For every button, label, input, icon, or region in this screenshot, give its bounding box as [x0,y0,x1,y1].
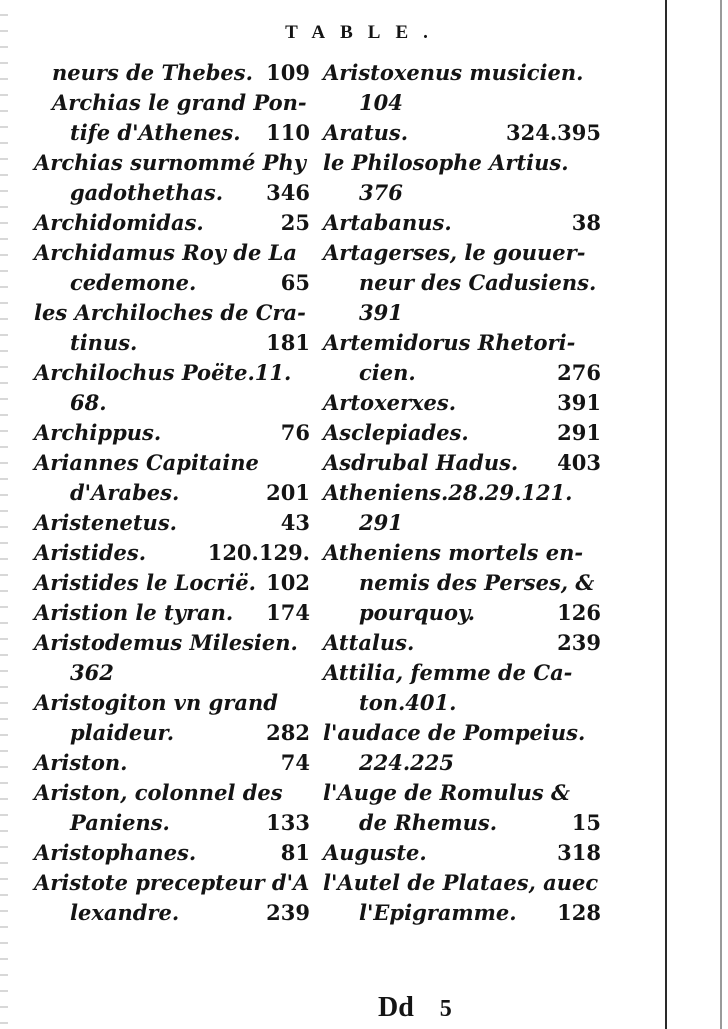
index-page-number: 181 [266,330,310,355]
index-entry-line [323,838,601,868]
index-entry-text: l'audace de Pompeius. [323,720,586,745]
index-page-number: 128 [557,900,601,925]
index-entry-line [34,448,310,478]
index-entry-text: 376 [359,180,403,205]
index-entry-text: Ariannes Capitaine [34,450,259,475]
index-entry-text: Artagerses, le gouuer- [323,240,586,265]
index-entry-line [323,268,601,298]
index-entry-text: gadothethas. [70,180,224,205]
index-page-number: 38 [571,210,601,235]
index-entry-text: Artabanus. [323,210,452,235]
index-page-number: 110 [266,120,310,145]
index-entry-line [323,448,601,478]
index-entry-text: Ariston, colonnel des [34,780,283,805]
index-entry-line [323,808,601,838]
index-entry-text: Aristion le tyran. [34,600,234,625]
index-entry-line [323,298,601,328]
index-entry-line [34,538,310,568]
index-entry-text: Aristote precepteur d'A [34,870,310,895]
index-entry-line [323,208,601,238]
index-entry-text: 291 [359,510,403,535]
index-entry-line [34,748,310,778]
index-page-number: 65 [280,270,310,295]
index-entry-line [34,898,310,928]
index-page-number: 239 [557,630,601,655]
index-entry-line [34,838,310,868]
index-entry-line [34,268,310,298]
index-entry-line [34,628,310,658]
index-entry-line [34,208,310,238]
index-entry-text: neur des Cadusiens. [359,270,597,295]
index-entry-text: Atheniens mortels en- [323,540,584,565]
index-entry-line [34,508,310,538]
index-entry-text: Asdrubal Hadus. [323,450,519,475]
gutter-rule [665,0,667,1029]
index-entry-text: l'Auge de Romulus & [323,780,570,805]
index-entry-line [34,598,310,628]
index-entry-text: Aristides le Locrië. [34,570,256,595]
page-left-edge [0,0,8,1029]
index-entry-text: Auguste. [323,840,427,865]
index-entry-line [34,88,310,118]
index-entry-line [34,658,310,688]
index-entry-line [323,718,601,748]
index-entry-line [323,778,601,808]
index-entry-line [34,118,310,148]
index-entry-text: les Archiloches de Cra- [34,300,306,325]
index-entry-line [323,508,601,538]
index-page-number: 120.129. [207,540,310,565]
index-entry-text: Archias le grand Pon- [52,90,307,115]
index-entry-line [34,328,310,358]
index-page-number: 346 [266,180,310,205]
index-entry-text: Archidomidas. [34,210,204,235]
index-entry-text: Archippus. [34,420,162,445]
index-entry-text: lexandre. [70,900,180,925]
index-entry-text: Attilia, femme de Ca- [323,660,573,685]
index-entry-line [34,688,310,718]
index-entry-line [34,478,310,508]
index-entry-line [34,178,310,208]
index-page-number: 74 [280,750,310,775]
index-entry-line [323,388,601,418]
index-page-number: 76 [280,420,310,445]
index-page-number: 133 [266,810,310,835]
index-entry-line [323,118,601,148]
index-column-right [323,58,601,928]
index-entry-text: Aristides. [34,540,147,565]
index-entry-line [34,718,310,748]
index-entry-text: Aristenetus. [34,510,177,535]
index-entry-line [323,748,601,778]
index-page-number: 81 [280,840,310,865]
index-entry-text: Aratus. [323,120,409,145]
index-entry-line [34,358,310,388]
index-entry-text: tife d'Athenes. [70,120,241,145]
index-entry-line [34,388,310,418]
index-entry-line [323,178,601,208]
index-entry-line [323,598,601,628]
index-entry-line [34,148,310,178]
index-page-number: 239 [266,900,310,925]
index-entry-text: cien. [359,360,416,385]
index-page-number: 276 [557,360,601,385]
index-entry-text: Aristodemus Milesien. [34,630,298,655]
index-entry-line [323,328,601,358]
index-entry-line [323,238,601,268]
index-entry-text: pourquoy. [359,600,476,625]
index-page-number: 126 [557,600,601,625]
index-entry-line [323,58,601,88]
index-entry-text: Attalus. [323,630,415,655]
index-entry-line [323,658,601,688]
index-entry-text: neurs de Thebes. [52,60,253,85]
index-entry-text: de Rhemus. [359,810,498,835]
index-entry-text: Atheniens.28.29.121. [323,480,573,505]
index-entry-line [323,688,601,718]
index-page-number: 201 [266,480,310,505]
index-page-number: 15 [571,810,601,835]
index-page-number: 324.395 [506,120,601,145]
index-entry-text: Archilochus Poëte.11. [34,360,292,385]
index-entry-line [323,418,601,448]
index-entry-text: 224.225 [359,750,454,775]
index-entry-line [323,628,601,658]
index-entry-line [323,868,601,898]
index-page-number: 102 [266,570,310,595]
index-page-number: 282 [266,720,310,745]
index-page-number: 391 [557,390,601,415]
index-page-number: 109 [266,60,310,85]
index-entry-line [34,298,310,328]
index-entry-text: Artemidorus Rhetori- [323,330,576,355]
index-entry-text: 362 [70,660,114,685]
index-entry-text: Artoxerxes. [323,390,457,415]
index-entry-line [34,568,310,598]
index-entry-line [323,568,601,598]
index-entry-line [34,238,310,268]
index-page-number: 318 [557,840,601,865]
index-entry-line [323,358,601,388]
index-entry-text: Archias surnommé Phy [34,150,306,175]
page-right-edge [720,0,722,1029]
index-entry-text: plaideur. [70,720,175,745]
index-entry-text: Aristogiton vn grand [34,690,278,715]
index-entry-line [34,868,310,898]
signature-number: 5 [439,996,452,1022]
signature-mark [378,992,452,1024]
index-page-number: 291 [557,420,601,445]
index-entry-text: Aristophanes. [34,840,197,865]
index-entry-text: tinus. [70,330,138,355]
index-entry-line [323,538,601,568]
index-page-number: 25 [280,210,310,235]
index-entry-line [34,808,310,838]
signature-letters: Dd [378,992,414,1023]
index-page-number: 174 [266,600,310,625]
index-entry-line [323,478,601,508]
index-entry-text: Aristoxenus musicien. [323,60,584,85]
index-entry-text: Paniens. [70,810,170,835]
index-entry-line [323,148,601,178]
index-entry-text: le Philosophe Artius. [323,150,569,175]
index-entry-text: Ariston. [34,750,128,775]
index-entry-text: d'Arabes. [70,480,180,505]
index-entry-text: l'Autel de Plataes, auec [323,870,599,895]
index-entry-line [34,418,310,448]
index-entry-text: nemis des Perses, & [359,570,595,595]
page-header: TABLE. [285,22,443,43]
index-entry-text: 68. [70,390,107,415]
index-page-number: 403 [557,450,601,475]
index-entry-line [323,88,601,118]
index-entry-line [34,58,310,88]
index-entry-text: l'Epigramme. [359,900,517,925]
index-entry-text: 104 [359,90,403,115]
index-entry-line [323,898,601,928]
index-entry-text: ton.401. [359,690,457,715]
index-entry-text: Archidamus Roy de La [34,240,298,265]
index-column-left [34,58,310,928]
index-page-number: 43 [280,510,310,535]
index-entry-text: cedemone. [70,270,197,295]
index-entry-text: Asclepiades. [323,420,469,445]
index-entry-text: 391 [359,300,403,325]
index-entry-line [34,778,310,808]
